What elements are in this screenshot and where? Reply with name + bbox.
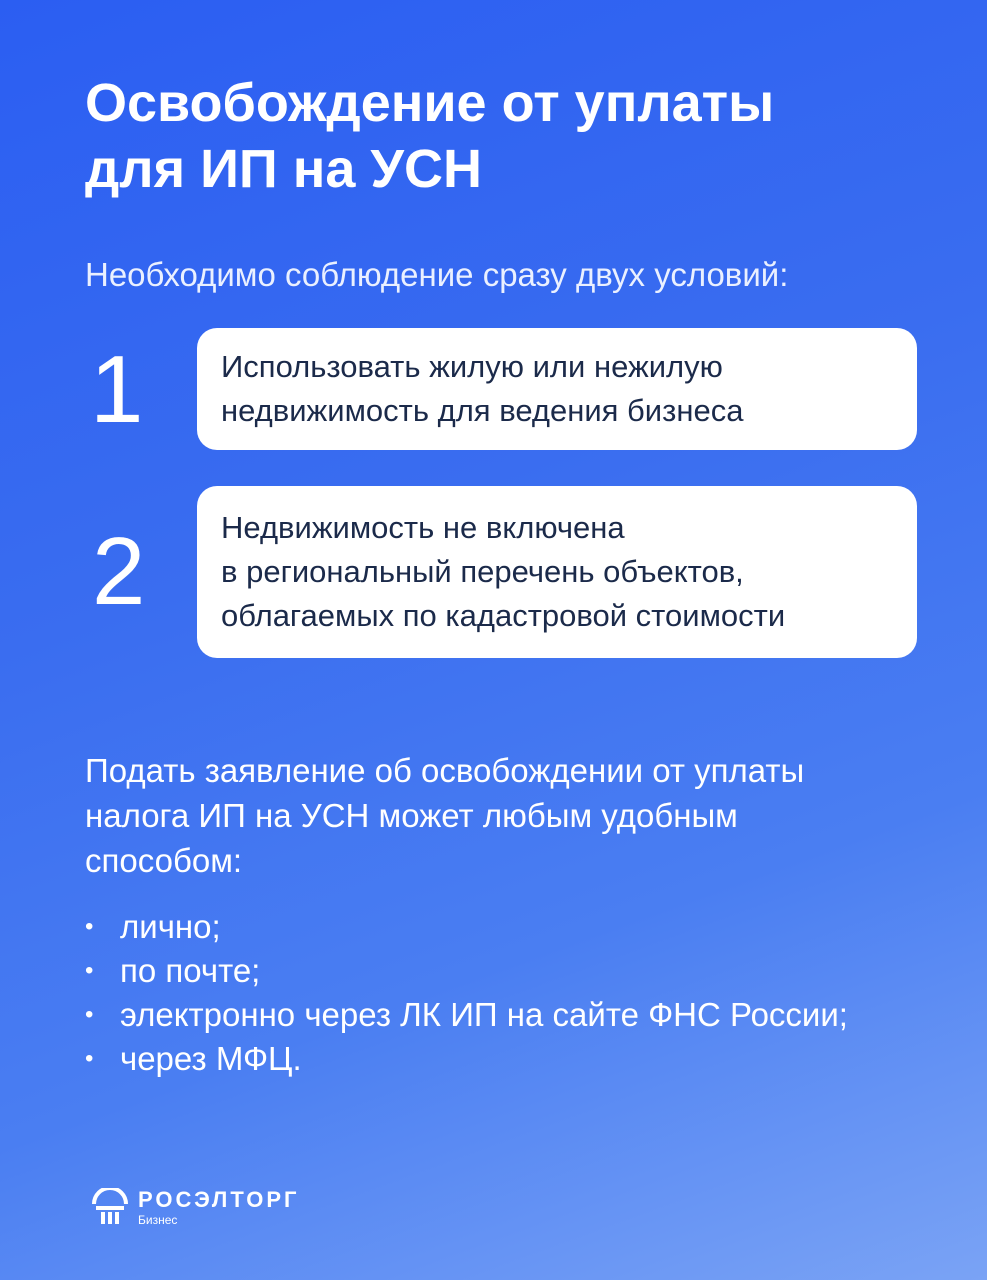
logo-subtitle: Бизнес — [138, 1213, 178, 1227]
list-item — [85, 993, 848, 1037]
logo-icon — [90, 1188, 130, 1228]
bullet-icon: • — [85, 913, 94, 940]
methods-list — [85, 905, 848, 1081]
method-text: по почте; — [120, 952, 261, 989]
logo-name: РОСЭЛТОРГ — [138, 1187, 300, 1212]
apply-paragraph: Подать заявление об освобождении от уплаты налога ИП на УСН может любым удобным способом: — [85, 752, 805, 879]
brand-logo — [90, 1188, 300, 1228]
condition-card-2 — [197, 486, 917, 658]
method-text: лично; — [120, 908, 221, 945]
method-text: электронно через ЛК ИП на сайте ФНС России; — [120, 996, 848, 1033]
condition-text-2: Недвижимость не включена в региональный перечень объектов, облагаемых по кадастровой стоимости — [221, 510, 786, 633]
page-title: Освобождение от уплаты для ИП на УСН — [85, 73, 775, 199]
conditions-intro: Необходимо соблюдение сразу двух условий: — [85, 256, 789, 293]
condition-number-2: 2 — [92, 518, 146, 625]
method-text: через МФЦ. — [120, 1040, 302, 1077]
condition-number-1: 1 — [90, 336, 144, 443]
list-item — [85, 949, 848, 993]
condition-card-1 — [197, 328, 917, 450]
bullet-icon: • — [85, 1045, 94, 1072]
bullet-icon: • — [85, 1001, 94, 1028]
bullet-icon: • — [85, 957, 94, 984]
condition-text-1: Использовать жилую или нежилую недвижимость для ведения бизнеса — [221, 349, 744, 428]
list-item — [85, 1037, 848, 1081]
list-item — [85, 905, 848, 949]
